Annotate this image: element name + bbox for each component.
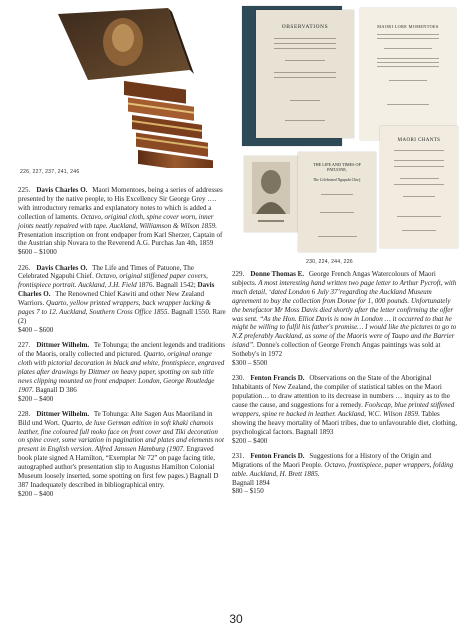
maori-chants-title: MAORI CHANTS [397, 138, 441, 143]
page-number: 30 [229, 612, 243, 626]
documents-photo [232, 6, 464, 258]
maori-momentoes-pamphlet [360, 8, 456, 140]
lot-227: 227. Dittmer Wilhelm. Te Tohunga; the ancient legends and traditions of the Maoris, orally collected and pictured. Quarto, original orange cloth with pictorial decoration in black and white, frontispiece, engraved plates after drawings by Dittmer on heavy paper, spotting on sub title news clipping mounted on front endpaper. London, George Routledge 1907. Bagnall D 386 $200 – $400 [18, 341, 226, 403]
lot-231-price: $80 – $150 [232, 487, 264, 496]
lot-230: 230. Fenton Francis D. Observations on the State of the Aboriginal Inhabitants of New Zealand, the compiler of statistical tables on the Maori population… to draw attention to its decrease in numbers … inquiry as to the cause the cause, and suggestions for a remedy. Foolscap, blue printed stiffened wrappers, spine re backed in leather. Auckland, W.C. Wilson 1859. Tables showing the heavy mortality of Maori tribes, due to unfavourable diet, clothing, psychological factors. Bagnall 1893 $200 – $400 [232, 374, 458, 445]
observations-title: OBSERVATIONS [281, 24, 329, 30]
observations-pamphlet [256, 10, 354, 138]
book-stack-image [18, 8, 218, 168]
left-photo-caption: 226, 227, 237, 241, 246 [20, 169, 80, 175]
portrait-image [244, 156, 298, 232]
portrait-card [244, 156, 298, 232]
right-photo-caption: 230, 224, 244, 226 [306, 259, 353, 265]
lot-231: 231. Fenton Francis D. Suggestions for a History of the Origin and Migrations of the Maori People. Octavo, frontispiece, paper wrappers, folding table. Auckland, H. Brett 1885. Bagnall 1894 $80 – $150 [232, 451, 454, 496]
right-text-column [232, 270, 458, 503]
left-text-column [18, 186, 226, 505]
lot-229-price: $300 – $500 [232, 359, 268, 368]
lot-225-price: $600 – $1000 [18, 248, 57, 257]
lot-226-price: $400 – $600 [18, 325, 54, 334]
lot-228: 228. Dittmer Wilhelm. Te Tohunga: Alte Sagen Aus Maoriland in Bild und Wort. Quarto, de luxe German edition in soft khaki chamois leather, fine coloured full moko face on front cover and Tiki decoration on spine cover, some variation in pagination and plates and elements not present in English version. Alfred Janssen Hamburg (1907. Engraved book plate signed A Hamilton, “Exemplar Nr 72” on page facing title, autographed author's presentation slip to Augustus Hamilton Colonial Museum loosely inserted, some spotting on first few pages.) Bagnall D 387 Inadequately described in bibliographical entry. $200 – $400 [18, 409, 224, 498]
patuone-title: THE LIFE AND TIMES OF PATUONE, [313, 162, 361, 172]
maori-momentoes-title: MAORI LORE MOMENTOES [377, 24, 439, 29]
patuone-pamphlet [298, 152, 376, 252]
lot-228-price: $200 – $400 [18, 489, 54, 498]
book-top-cover [58, 8, 194, 80]
lot-227-price: $200 – $400 [18, 394, 54, 403]
lot-225: 225. Davis Charles O. Maori Momentoes, being a series of addresses presented by the native people, to His Excellency Sir George Grey …. with introductory remarks and explanatory notes to which is added a collection of laments. Octavo, original cloth, spine cover worn, inner joints neatly repaired with tape. Auckland, Williamson & Wilson 1859. Presentation inscription on front endpaper from Karl Sherzer, Captain of the Austrian ship Novara to the Reverend A.G. Purchas Jan 4th, 1859 $600 – $1000 [18, 186, 223, 257]
lot-229: 229. Donne Thomas E. George French Angas Watercolours of Maori subjects. A most interesting hand written two page letter to Arthur Pycroft, with much detail, ‘dated London 6 July 37’regarding the Auckland Museum agreement to buy the collection from Donne for 1, 000 pounds. Unfortunately the benefactor Mr Moss Davis died shortly after the letter confirming the offer was sent. “As the Hon. Elliot Davis is now in London … it occurred to that he might be willing to fulfil his father's promise… I would like the pictures to go to N.Z preferably Auckland, as some of the Maoris were of Taupo and the Barrier island”. Donne's collection of George French Angas paintings was sold at Sotheby's in 1972 $300 – $500 [232, 270, 457, 368]
lot-226: 226. Davis Charles O. The Life and Times of Patuone, The Celebrated Ngapuhi Chief. Octavo, original stiffened paper covers, frontispiece portrait. Auckland, J.H. Field 1876. Bagnall 1542; Davis Charles O. The Renowned Chief Kawiti and other New Zealand Warriors. Quarto, yellow printed wrappers, back wrapper lacking & pages 7 to 12. Auckland, Southern Cross Office 1855. Bagnall 1550. Rare (2) $400 – $600 [18, 263, 226, 334]
maori-chants-pamphlet [380, 126, 458, 248]
book-stack-photo [18, 8, 218, 168]
patuone-subtitle: The Celebrated Ngapuhi Chief. [313, 178, 361, 182]
lot-230-price: $200 – $400 [232, 436, 268, 445]
